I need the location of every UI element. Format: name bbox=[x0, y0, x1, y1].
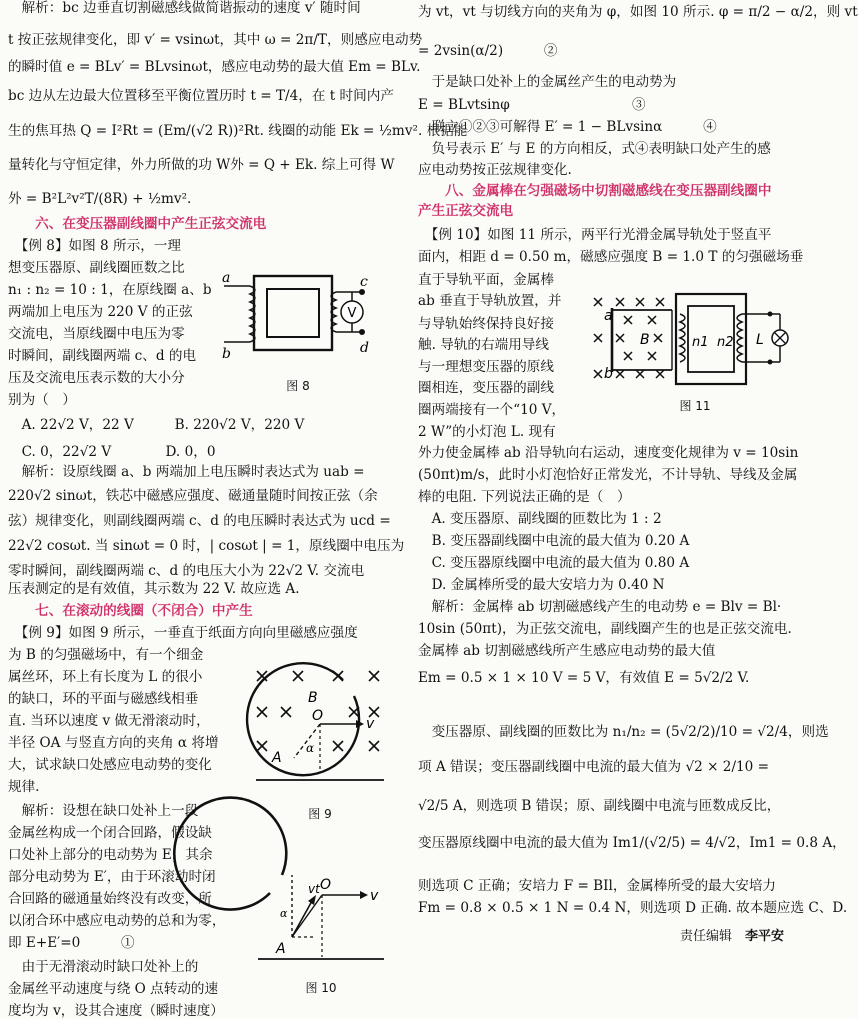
text-line: 解析：bc 边垂直切割磁感线做简谐振动的速度 v′ 随时间 bbox=[8, 0, 361, 16]
text-line: Fm = 0.8 × 0.5 × 1 N = 0.4 N，则选项 D 正确. 故本题应选 C、D. bbox=[418, 900, 848, 916]
label-c: c bbox=[360, 274, 368, 290]
label-L: L bbox=[756, 332, 764, 348]
label-a: a bbox=[222, 270, 231, 286]
text-line: E = BLvtsinφ ③ bbox=[418, 97, 646, 113]
text-line: 棒的电阻. 下列说法正确的是（ ） bbox=[418, 489, 631, 505]
text-line: 时瞬间，副线圈两端 c、d 的电 bbox=[8, 348, 197, 364]
text-line: 别为（ ） bbox=[8, 392, 76, 408]
text-line: 10sin (50πt)，为正弦交流电，副线圈产生的也是正弦交流电. bbox=[418, 621, 792, 637]
text-line: 属丝环，环上有长度为 L 的很小 bbox=[8, 669, 203, 685]
label-alpha: α bbox=[306, 741, 315, 755]
label-vt: vt bbox=[308, 882, 320, 896]
label-O: O bbox=[320, 877, 332, 893]
text-line: 则选项 C 正确；安培力 F = BIl，金属棒所受的最大安培力 bbox=[418, 878, 777, 894]
text-line: 为 vt，vt 与切线方向的夹角为 φ，如图 10 所示. φ = π/2 − α/2，则 vt bbox=[418, 4, 858, 20]
label-v: v bbox=[370, 888, 379, 904]
label-b: b bbox=[604, 366, 613, 382]
text-line: 面内，相距 d = 0.50 m，磁感应强度 B = 1.0 T 的匀强磁场垂 bbox=[418, 249, 804, 265]
text-line: 外 = B²L²v²T/(8R) + ½mv². bbox=[8, 191, 192, 207]
section-heading: 产生正弦交流电 bbox=[418, 203, 514, 219]
figure-9-caption: 图 9 bbox=[308, 807, 332, 821]
text-line: A. 变压器原、副线圈的匝数比为 1 : 2 bbox=[418, 511, 662, 527]
text-line: A. 22√2 V，22 V B. 220√2 V，220 V bbox=[8, 417, 305, 433]
label-n1: n1 bbox=[692, 335, 709, 350]
label-alpha: α bbox=[280, 907, 288, 920]
text-line: 触. 导轨的右端用导线 bbox=[418, 337, 549, 353]
text-line: 【例 10】如图 11 所示，两平行光滑金属导轨处于竖直平 bbox=[418, 227, 772, 243]
text-line: 的缺口，环的平面与磁感线相垂 bbox=[8, 691, 199, 707]
text-line: 解析：设想在缺口处补上一段 bbox=[8, 803, 199, 819]
text-line: 交流电，当原线圈中电压为零 bbox=[8, 326, 185, 342]
text-line: 以闭合环中感应电动势的总和为零， bbox=[8, 913, 226, 929]
text-line: 口处补上部分的电动势为 E，其余 bbox=[8, 847, 213, 863]
text-line: 变压器原、副线圈的匝数比为 n₁/n₂ = (5√2/2)/10 = √2/4，则选 bbox=[418, 724, 829, 740]
text-line: 与导轨始终保持良好接 bbox=[418, 316, 554, 332]
figure-10-velocity bbox=[252, 845, 390, 965]
text-line: 由于无滑滚动时缺口处补上的 bbox=[8, 959, 199, 975]
text-line: 压表测定的是有效值，其示数为 22 V. 故应选 A. bbox=[8, 581, 300, 597]
text-line: 金属丝平动速度与绕 O 点转动的速 bbox=[8, 981, 219, 997]
text-line: 弦）规律变化，则副线圈两端 c、d 的电压瞬时表达式为 ucd = bbox=[8, 513, 391, 529]
text-line: 即 E+E′=0 ① bbox=[8, 935, 135, 951]
text-line: D. 金属棒所受的最大安培力为 0.40 N bbox=[418, 577, 665, 593]
text-line: 想变压器原、副线圈匝数之比 bbox=[8, 260, 185, 276]
editor-label: 责任编辑 bbox=[680, 929, 733, 944]
text-line: 【例 9】如图 9 所示，一垂直于纸面方向向里磁感应强度 bbox=[8, 625, 358, 641]
text-line: n₁ : n₂ = 10 : 1，在原线圈 a、b bbox=[8, 282, 212, 298]
label-A: A bbox=[276, 941, 286, 957]
figure-11-rail-transformer bbox=[592, 290, 798, 390]
text-line: 与一理想变压器的原线 bbox=[418, 359, 554, 375]
text-line: 解析：设原线圈 a、b 两端加上电压瞬时表达式为 uab = bbox=[8, 464, 365, 480]
text-line: (50πt)m/s，此时小灯泡恰好正常发光，不计导轨、导线及金属 bbox=[418, 467, 798, 483]
text-line: 量转化与守恒定律，外力所做的功 W外 = Q + Ek. 综上可得 W bbox=[8, 157, 395, 173]
text-line: C. 0，22√2 V D. 0，0 bbox=[8, 444, 216, 460]
figure-8-caption: 图 8 bbox=[286, 379, 310, 393]
text-line: 金属棒 ab 切割磁感线所产生感应电动势的最大值 bbox=[418, 643, 716, 659]
text-line: 规律. bbox=[8, 779, 40, 795]
text-line: 直于导轨平面，金属棒 bbox=[418, 272, 554, 288]
text-line: √2/5 A，则选项 B 错误；原、副线圈中电流与匝数成反比， bbox=[418, 798, 781, 814]
label-d: d bbox=[360, 340, 369, 356]
text-line: 金属丝构成一个闭合回路，假设缺 bbox=[8, 825, 212, 841]
text-line: ab 垂直于导轨放置，并 bbox=[418, 293, 562, 309]
text-line: 联立①②③可解得 E′ = 1 − BLvsinα ④ bbox=[418, 119, 717, 135]
text-line: 零时瞬间，副线圈两端 c、d 的电压大小为 22√2 V. 交流电 bbox=[8, 563, 365, 579]
label-a: a bbox=[604, 308, 613, 324]
text-line: B. 变压器副线圈中电流的最大值为 0.20 A bbox=[418, 533, 690, 549]
text-line: 【例 8】如图 8 所示，一理 bbox=[8, 238, 181, 254]
label-v: v bbox=[366, 716, 375, 732]
section-heading: 六、在变压器副线圈中产生正弦交流电 bbox=[8, 216, 267, 232]
text-line: 压及交流电压表示数的大小分 bbox=[8, 370, 185, 386]
label-b: b bbox=[222, 346, 231, 362]
voltmeter-label: V bbox=[347, 306, 357, 321]
text-line: 为 B 的匀强磁场中，有一个细金 bbox=[8, 647, 204, 663]
text-line: 生的焦耳热 Q = I²Rt = (Em/(√2 R))²Rt. 线圈的动能 Ek = ½mv². 根据能 bbox=[8, 123, 468, 139]
text-line: 圈两端接有一个“10 V， bbox=[418, 402, 566, 418]
text-line: 直. 当环以速度 v 做无滑滚动时， bbox=[8, 713, 210, 729]
figure-8-transformer bbox=[214, 262, 384, 372]
text-line: 外力使金属棒 ab 沿导轨向右运动，速度变化规律为 v = 10sin bbox=[418, 445, 799, 461]
text-line: 变压器原线圈中电流的最大值为 Im1/(√2/5) = 4/√2，Im1 = 0.8 A， bbox=[418, 835, 846, 851]
text-line: 应电动势按正弦规律变化. bbox=[418, 162, 572, 178]
text-line: 半径 OA 与竖直方向的夹角 α 将增 bbox=[8, 735, 219, 751]
text-line: 项 A 错误；变压器副线圈中电流的最大值为 √2 × 2/10 = bbox=[418, 759, 770, 775]
text-line: 两端加上电压为 220 V 的正弦 bbox=[8, 304, 193, 320]
text-line: 度均为 v，设其合速度（瞬时速度） bbox=[8, 1003, 224, 1019]
text-line: 于是缺口处补上的金属丝产生的电动势为 bbox=[418, 74, 677, 90]
text-line: 22√2 cosωt. 当 sinωt = 0 时，| cosωt | = 1，原线圈中电压为 bbox=[8, 538, 405, 554]
label-B: B bbox=[308, 690, 318, 706]
text-line: 大，试求缺口处感应电动势的变化 bbox=[8, 757, 212, 773]
text-line: Em = 0.5 × 1 × 10 V = 5 V，有效值 E = 5√2/2 V. bbox=[418, 670, 750, 686]
text-line: 负号表示 E′ 与 E 的方向相反，式④表明缺口处产生的感 bbox=[418, 141, 771, 157]
text-line: 部分电动势为 E′，由于环滚动时闭 bbox=[8, 869, 216, 885]
text-line: = 2vsin(α/2) ② bbox=[418, 43, 558, 59]
figure-11-caption: 图 11 bbox=[679, 399, 711, 413]
text-line: bc 边从左边最大位置移至平衡位置历时 t = T/4，在 t 时间内产 bbox=[8, 88, 394, 104]
text-line: C. 变压器原线圈中电流的最大值为 0.80 A bbox=[418, 555, 690, 571]
label-A: A bbox=[272, 750, 282, 766]
text-line: 圈相连，变压器的副线 bbox=[418, 380, 554, 396]
label-B: B bbox=[640, 332, 650, 348]
text-line: t 按正弦规律变化，即 v′ = vsinωt，其中 ω = 2π/T，则感应电动势 bbox=[8, 32, 423, 48]
text-line: 合回路的磁通量始终没有改变，所 bbox=[8, 891, 212, 907]
editor-signature bbox=[680, 930, 784, 943]
text-line: 的瞬时值 e = BLv′ = BLvsinωt，感应电动势的最大值 Em = BLv. bbox=[8, 59, 421, 75]
figure-9-rolling-ring bbox=[250, 660, 390, 800]
figure-10-caption: 图 10 bbox=[305, 981, 337, 995]
text-line: 解析：金属棒 ab 切割磁感线产生的电动势 e = Blv = Bl· bbox=[418, 599, 782, 615]
label-O: O bbox=[312, 708, 324, 724]
editor-name: 李平安 bbox=[745, 929, 785, 944]
label-n2: n2 bbox=[717, 335, 734, 350]
section-heading: 七、在滚动的线圈（不闭合）中产生 bbox=[8, 603, 253, 619]
text-line: 220√2 sinωt，铁芯中磁感应强度、磁通量随时间按正弦（余 bbox=[8, 488, 378, 504]
text-line: 2 W”的小灯泡 L. 现有 bbox=[418, 424, 556, 440]
section-heading: 八、金属棒在匀强磁场中切割磁感线在变压器副线圈中 bbox=[418, 183, 772, 199]
